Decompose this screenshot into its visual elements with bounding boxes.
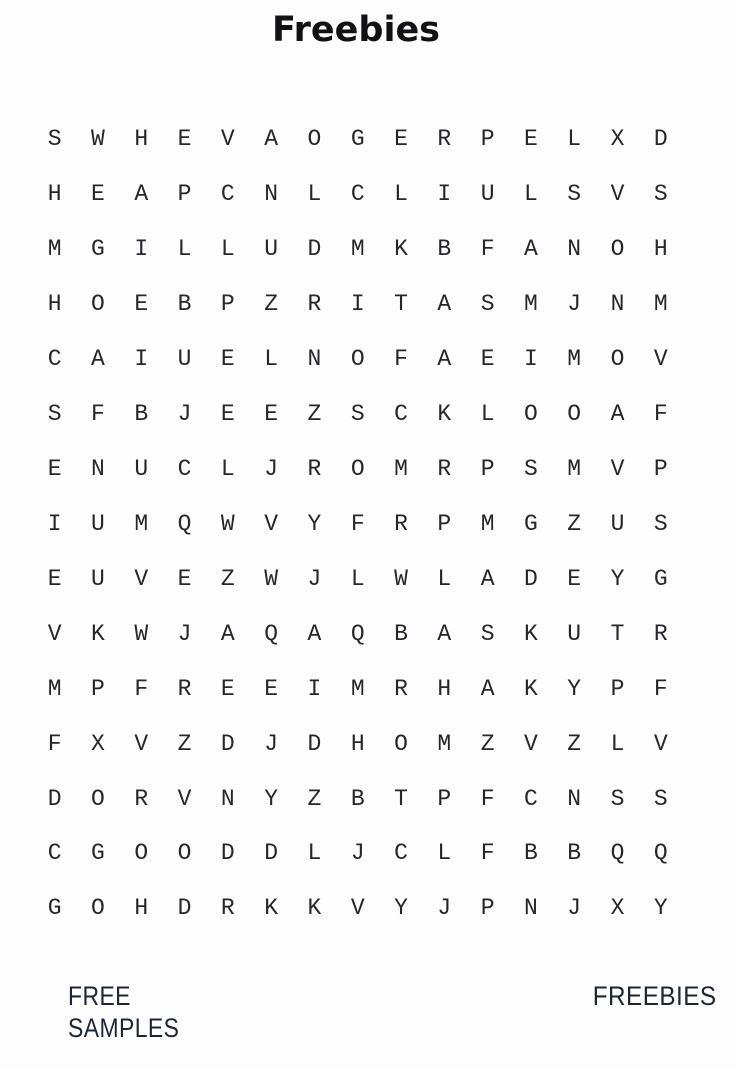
grid-cell: V	[264, 510, 279, 537]
grid-cell: F	[480, 840, 495, 867]
grid-cell: F	[480, 236, 495, 263]
grid-cell: M	[524, 291, 538, 318]
grid-cell: N	[567, 236, 582, 263]
grid-cell: S	[47, 126, 62, 153]
grid-cell: W	[134, 620, 149, 647]
grid-cell: O	[91, 291, 105, 318]
grid-cell: E	[177, 565, 192, 592]
grid-cell: L	[350, 565, 365, 592]
grid-cell: O	[134, 840, 149, 867]
word-list	[0, 980, 735, 1050]
grid-row	[33, 277, 683, 332]
grid-cell: I	[350, 291, 365, 318]
grid-row	[33, 332, 683, 387]
grid-cell: M	[350, 236, 365, 263]
grid-cell: H	[653, 236, 668, 263]
grid-cell: A	[610, 401, 625, 428]
grid-cell: K	[91, 620, 105, 647]
grid-cell: K	[524, 620, 538, 647]
grid-cell: J	[350, 840, 365, 867]
grid-cell: Z	[220, 565, 235, 592]
grid-cell: Y	[264, 785, 279, 812]
grid-cell: G	[91, 840, 105, 867]
grid-cell: A	[437, 620, 452, 647]
grid-cell: U	[91, 510, 105, 537]
grid-cell: P	[610, 675, 625, 702]
grid-cell: H	[437, 675, 452, 702]
letter-grid	[33, 112, 683, 936]
grid-cell: D	[177, 895, 192, 922]
grid-cell: M	[350, 675, 365, 702]
grid-cell: R	[394, 510, 408, 537]
grid-cell: E	[264, 401, 279, 428]
grid-cell: K	[307, 895, 322, 922]
grid-cell: O	[350, 346, 365, 373]
grid-cell: B	[437, 236, 452, 263]
grid-cell: A	[220, 620, 235, 647]
grid-cell: D	[307, 730, 322, 757]
grid-cell: E	[220, 675, 235, 702]
grid-cell: V	[177, 785, 192, 812]
grid-cell: C	[47, 346, 62, 373]
grid-cell: P	[437, 785, 452, 812]
grid-cell: K	[394, 236, 408, 263]
grid-cell: R	[394, 675, 408, 702]
grid-cell: N	[307, 346, 322, 373]
grid-cell: X	[610, 895, 625, 922]
grid-cell: V	[524, 730, 538, 757]
grid-cell: Q	[177, 510, 192, 537]
grid-cell: P	[91, 675, 105, 702]
grid-cell: U	[177, 346, 192, 373]
grid-cell: R	[220, 895, 235, 922]
grid-cell: O	[524, 401, 538, 428]
grid-cell: W	[220, 510, 235, 537]
grid-cell: L	[307, 181, 322, 208]
grid-cell: F	[350, 510, 365, 537]
grid-row	[33, 222, 683, 277]
grid-cell: E	[47, 565, 62, 592]
grid-cell: V	[134, 730, 149, 757]
grid-cell: W	[91, 126, 105, 153]
grid-cell: L	[437, 565, 452, 592]
grid-cell: P	[437, 510, 452, 537]
grid-cell: A	[437, 346, 452, 373]
grid-cell: E	[177, 126, 192, 153]
grid-cell: E	[220, 346, 235, 373]
grid-cell: C	[394, 401, 408, 428]
grid-cell: S	[653, 785, 668, 812]
grid-cell: O	[91, 785, 105, 812]
grid-cell: Q	[610, 840, 625, 867]
grid-cell: V	[220, 126, 235, 153]
grid-cell: C	[220, 181, 235, 208]
grid-cell: L	[524, 181, 538, 208]
grid-cell: B	[134, 401, 149, 428]
grid-cell: V	[653, 730, 668, 757]
grid-cell: K	[524, 675, 538, 702]
grid-cell: T	[394, 785, 408, 812]
word-list-item: FREE SAMPLES	[68, 981, 180, 1043]
grid-cell: A	[91, 346, 105, 373]
grid-cell: G	[91, 236, 105, 263]
grid-cell: J	[264, 730, 279, 757]
grid-cell: S	[350, 401, 365, 428]
grid-cell: O	[350, 455, 365, 482]
grid-row	[33, 551, 683, 606]
grid-cell: D	[653, 126, 668, 153]
grid-row	[33, 716, 683, 771]
grid-cell: A	[480, 675, 495, 702]
grid-cell: Y	[394, 895, 408, 922]
grid-cell: D	[220, 730, 235, 757]
grid-cell: V	[134, 565, 149, 592]
grid-cell: A	[524, 236, 538, 263]
grid-cell: L	[480, 401, 495, 428]
grid-cell: E	[524, 126, 538, 153]
grid-cell: B	[350, 785, 365, 812]
grid-cell: S	[653, 181, 668, 208]
grid-cell: C	[177, 455, 192, 482]
grid-cell: O	[567, 401, 582, 428]
grid-cell: N	[220, 785, 235, 812]
grid-cell: B	[394, 620, 408, 647]
grid-cell: A	[480, 565, 495, 592]
grid-cell: J	[437, 895, 452, 922]
grid-cell: V	[47, 620, 62, 647]
grid-cell: B	[567, 840, 582, 867]
grid-cell: L	[220, 236, 235, 263]
grid-cell: S	[653, 510, 668, 537]
grid-cell: U	[610, 510, 625, 537]
grid-cell: H	[134, 895, 149, 922]
grid-cell: V	[653, 346, 668, 373]
grid-cell: Z	[567, 510, 582, 537]
grid-row	[33, 661, 683, 716]
grid-cell: P	[480, 895, 495, 922]
grid-cell: Q	[264, 620, 279, 647]
grid-cell: P	[220, 291, 235, 318]
grid-row	[33, 771, 683, 826]
grid-cell: G	[524, 510, 538, 537]
grid-cell: M	[567, 455, 582, 482]
grid-cell: Q	[653, 840, 668, 867]
grid-cell: W	[394, 565, 408, 592]
grid-cell: L	[437, 840, 452, 867]
grid-cell: A	[307, 620, 322, 647]
grid-cell: Z	[307, 785, 322, 812]
grid-cell: R	[653, 620, 668, 647]
grid-cell: X	[610, 126, 625, 153]
grid-cell: N	[264, 181, 279, 208]
grid-cell: F	[480, 785, 495, 812]
word-list-item: FREEBIES	[593, 981, 717, 1011]
grid-cell: I	[307, 675, 322, 702]
grid-cell: N	[524, 895, 538, 922]
grid-cell: R	[307, 291, 322, 318]
grid-cell: N	[610, 291, 625, 318]
grid-cell: U	[134, 455, 149, 482]
grid-cell: H	[47, 181, 62, 208]
grid-cell: F	[134, 675, 149, 702]
grid-cell: E	[91, 181, 105, 208]
grid-cell: Y	[567, 675, 582, 702]
grid-cell: S	[480, 291, 495, 318]
grid-cell: E	[220, 401, 235, 428]
grid-cell: C	[394, 840, 408, 867]
grid-cell: L	[264, 346, 279, 373]
grid-cell: H	[134, 126, 149, 153]
puzzle-title: Freebies	[271, 10, 441, 50]
grid-cell: S	[480, 620, 495, 647]
grid-cell: S	[610, 785, 625, 812]
grid-cell: Z	[480, 730, 495, 757]
grid-cell: H	[350, 730, 365, 757]
grid-cell: P	[480, 455, 495, 482]
grid-cell: E	[134, 291, 149, 318]
grid-cell: F	[394, 346, 408, 373]
grid-cell: D	[307, 236, 322, 263]
grid-cell: L	[610, 730, 625, 757]
grid-cell: N	[91, 455, 105, 482]
grid-cell: E	[567, 565, 582, 592]
grid-cell: D	[264, 840, 279, 867]
grid-row	[33, 442, 683, 497]
grid-cell: J	[264, 455, 279, 482]
grid-cell: R	[177, 675, 192, 702]
grid-cell: M	[47, 675, 62, 702]
grid-cell: U	[91, 565, 105, 592]
grid-cell: M	[567, 346, 582, 373]
grid-cell: Z	[567, 730, 582, 757]
grid-cell: J	[177, 401, 192, 428]
grid-cell: O	[91, 895, 105, 922]
grid-cell: D	[524, 565, 538, 592]
grid-cell: S	[47, 401, 62, 428]
grid-cell: S	[567, 181, 582, 208]
grid-cell: U	[480, 181, 495, 208]
grid-cell: Y	[307, 510, 322, 537]
grid-cell: L	[177, 236, 192, 263]
grid-cell: R	[437, 455, 452, 482]
grid-cell: V	[350, 895, 365, 922]
grid-cell: Y	[610, 565, 625, 592]
grid-cell: J	[567, 291, 582, 318]
grid-cell: H	[47, 291, 62, 318]
grid-cell: M	[134, 510, 149, 537]
grid-cell: L	[307, 840, 322, 867]
grid-cell: D	[47, 785, 62, 812]
grid-cell: P	[177, 181, 192, 208]
grid-cell: P	[480, 126, 495, 153]
grid-cell: J	[567, 895, 582, 922]
grid-cell: V	[610, 455, 625, 482]
grid-cell: U	[264, 236, 279, 263]
grid-cell: F	[91, 401, 105, 428]
grid-cell: Y	[653, 895, 668, 922]
grid-cell: W	[264, 565, 279, 592]
grid-cell: M	[47, 236, 62, 263]
grid-cell: T	[610, 620, 625, 647]
grid-cell: F	[653, 675, 668, 702]
grid-cell: O	[307, 126, 322, 153]
grid-cell: R	[437, 126, 452, 153]
grid-row	[33, 826, 683, 881]
grid-cell: G	[47, 895, 62, 922]
grid-cell: N	[567, 785, 582, 812]
grid-row	[33, 112, 683, 167]
grid-cell: J	[177, 620, 192, 647]
grid-cell: M	[437, 730, 452, 757]
grid-cell: G	[653, 565, 668, 592]
grid-row	[33, 606, 683, 661]
grid-cell: B	[524, 840, 538, 867]
grid-cell: V	[610, 181, 625, 208]
grid-cell: I	[134, 236, 149, 263]
grid-cell: A	[437, 291, 452, 318]
grid-cell: I	[524, 346, 538, 373]
grid-cell: C	[350, 181, 365, 208]
grid-row	[33, 881, 683, 936]
grid-row	[33, 496, 683, 551]
grid-cell: I	[47, 510, 62, 537]
grid-cell: S	[524, 455, 538, 482]
grid-cell: F	[653, 401, 668, 428]
grid-cell: L	[220, 455, 235, 482]
grid-cell: D	[220, 840, 235, 867]
grid-cell: T	[394, 291, 408, 318]
grid-cell: O	[177, 840, 192, 867]
grid-cell: B	[177, 291, 192, 318]
grid-cell: U	[567, 620, 582, 647]
grid-cell: C	[524, 785, 538, 812]
grid-cell: Z	[177, 730, 192, 757]
grid-cell: A	[134, 181, 149, 208]
grid-cell: E	[47, 455, 62, 482]
grid-cell: J	[307, 565, 322, 592]
grid-cell: K	[437, 401, 452, 428]
grid-cell: K	[264, 895, 279, 922]
grid-cell: X	[91, 730, 105, 757]
grid-cell: O	[394, 730, 408, 757]
grid-row	[33, 387, 683, 442]
grid-cell: C	[47, 840, 62, 867]
grid-cell: I	[134, 346, 149, 373]
grid-cell: A	[264, 126, 279, 153]
grid-row	[33, 167, 683, 222]
grid-cell: M	[653, 291, 668, 318]
grid-cell: Z	[264, 291, 279, 318]
grid-cell: L	[394, 181, 408, 208]
grid-cell: O	[610, 236, 625, 263]
grid-cell: I	[437, 181, 452, 208]
grid-cell: P	[653, 455, 668, 482]
grid-cell: G	[350, 126, 365, 153]
grid-cell: Q	[350, 620, 365, 647]
grid-cell: M	[480, 510, 495, 537]
grid-cell: L	[567, 126, 582, 153]
grid-cell: O	[610, 346, 625, 373]
grid-cell: R	[134, 785, 149, 812]
grid-cell: E	[394, 126, 408, 153]
grid-cell: E	[264, 675, 279, 702]
grid-cell: Z	[307, 401, 322, 428]
grid-cell: R	[307, 455, 322, 482]
grid-cell: M	[394, 455, 408, 482]
grid-cell: F	[47, 730, 62, 757]
grid-cell: E	[480, 346, 495, 373]
